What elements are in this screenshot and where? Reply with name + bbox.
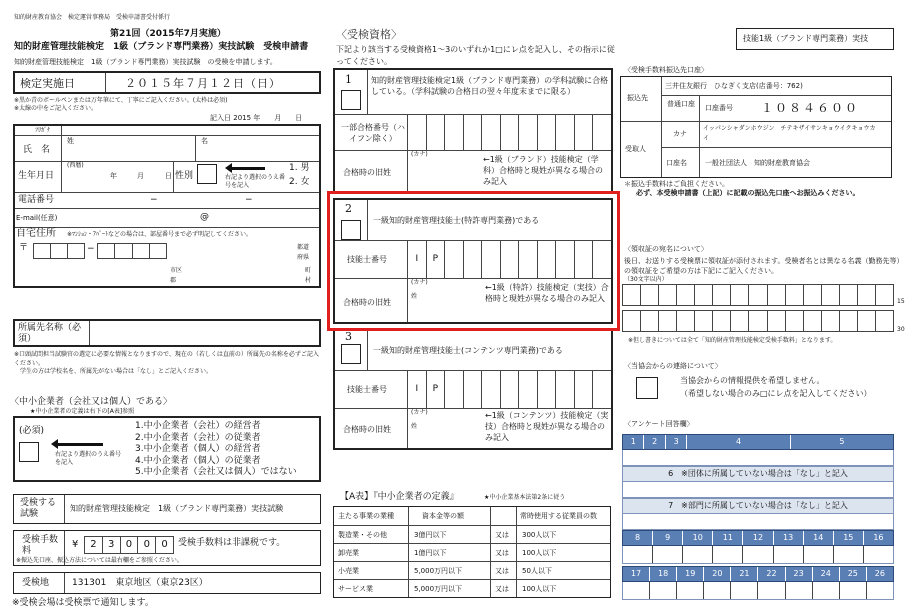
address-label: 自宅住所 [16, 228, 56, 239]
table-cell: 3億円以下 [414, 531, 447, 539]
fee-note-2: ※振込先口座、振込方法については最右欄をご参照ください。 [16, 557, 183, 564]
qual-1-pass-label: 一部合格番号（ハイフン除く） [341, 123, 405, 143]
gender-male: 1. 男 [289, 163, 310, 173]
affiliation-box [13, 319, 321, 347]
contact-checkbox[interactable] [636, 377, 658, 399]
phone-dash-2: − [245, 195, 253, 205]
receipt-row-1[interactable] [622, 284, 894, 306]
qual-3-name-label: 合格時の旧姓 [343, 425, 391, 434]
town-label: 町村 [305, 267, 312, 284]
qual-1-kana: (カナ) [411, 151, 428, 158]
bank-kana: イッパンシャダンホウジン チテキザイサンキョウイクキョウカイ [703, 125, 876, 142]
qual-1-pass-field[interactable] [407, 114, 611, 150]
qual-1-box [333, 68, 613, 194]
table-cell: 50人以下 [522, 567, 552, 575]
bank-holder-label: 口座名 [666, 159, 687, 167]
survey-title: 〈アンケート回答欄〉 [624, 420, 694, 428]
survey-answer-7[interactable] [622, 514, 894, 530]
survey-num: 11 [712, 531, 742, 545]
postal-code-2[interactable] [97, 243, 167, 259]
survey-num: 13 [773, 531, 803, 545]
birth-label: 生年月日 [18, 171, 55, 181]
qual-2-name-note: ←1級（特許）技能検定（実技）合格時と現姓が異なる場合のみ記入 [485, 283, 609, 303]
survey-num: 16 [863, 531, 893, 545]
qual-2-text: 一級知的財産管理技能士(特許専門業務)である [373, 216, 540, 225]
fee-digit: 2 [90, 539, 97, 550]
receipt-limit: （30文字以内） [624, 276, 668, 283]
bank-table [620, 76, 892, 178]
survey-num: 19 [676, 567, 703, 581]
table-cell: 100人以下 [522, 549, 557, 557]
note-top-1: ※黒か青のボールペンまたは万年筆にて、丁寧にご記入ください。(太枠は必須) [14, 97, 228, 104]
given-label: 名 [201, 137, 208, 145]
survey-num: 14 [803, 531, 833, 545]
table-cell: 卸売業 [338, 549, 359, 557]
table-cell: 又は [495, 549, 509, 557]
receipt-text: 後日、お送りする受検票に領収証が添付されます。受検者名とは異なる名義（勤務先等）の領収証をご希望の方は下記にご記入ください。 [624, 257, 900, 275]
sme-options [135, 421, 297, 479]
fee-digit: 0 [155, 537, 173, 553]
table-header: 資本金等の額 [422, 512, 464, 520]
furigana-label: ﾌﾘｶﾞﾅ [35, 127, 51, 134]
qual-1-checkbox[interactable] [341, 90, 361, 110]
birth-day-label: 日 [165, 172, 172, 180]
header-intro: 知的財産管理技能検定 1級（ブランド専門業務）実技試験 の受検を申請します。 [14, 58, 277, 66]
venue-label: 受検地 [22, 578, 50, 588]
qual-1-name-field[interactable] [411, 160, 481, 188]
survey-num: 1 [630, 437, 636, 446]
venue-row [13, 572, 321, 594]
survey-num: 18 [649, 567, 676, 581]
venue-note: ※受検会場は受検票で通知します。 [12, 598, 154, 608]
entry-date-label: 記入日 [210, 114, 231, 122]
survey-num: 4 [686, 435, 789, 449]
fee-digit: 3 [102, 537, 120, 553]
table-cell: 5,000万円以下 [414, 567, 463, 575]
bank-dest-label: 振込先 [627, 94, 648, 102]
table-header: 常時使用する従業員の数 [520, 512, 597, 520]
gender-female: 2. 女 [289, 177, 310, 187]
affiliation-note: ※口頭試問担当試験官の選定に必要な情報となりますので、現在の（若しくは直前の）所属先の名称を必ずご記入ください。 [14, 351, 319, 367]
sme-subtitle: ★中小企業者の定義は右下の[A表]参照 [30, 408, 135, 415]
bank-note-1: ＊振込手数料はご負担ください。 [624, 180, 729, 188]
fee-digit: 0 [137, 537, 155, 553]
survey-num: 2 [643, 435, 664, 449]
affiliation-note-3: 学生の方は学校名を、所属先がない場合は「なし」とご記入ください。 [20, 368, 213, 375]
exam-date-box [13, 71, 321, 94]
receipt-row-2[interactable] [622, 310, 894, 332]
license-prefix: P [426, 240, 445, 278]
table-a [333, 506, 611, 598]
table-cell: 小売業 [338, 567, 359, 575]
survey-num: 8 [635, 533, 641, 542]
qual-3-checkbox[interactable] [341, 344, 361, 364]
table-cell: 100人以下 [522, 585, 557, 593]
arrow-left-icon [231, 167, 265, 170]
qual-2-sei: 姓 [411, 293, 418, 300]
quals-title: 〈受検資格〉 [336, 28, 402, 41]
fee-row [13, 530, 321, 566]
survey-num: 22 [757, 567, 784, 581]
postal-mark: 〒 [19, 243, 29, 253]
contact-text: 当協会からの情報提供を希望しません。 [680, 376, 825, 385]
affiliation-field[interactable] [93, 324, 317, 342]
phone-dash-1: − [150, 195, 158, 205]
sme-title: 〈中小企業者（会社又は個人）である〉 [10, 397, 173, 407]
receipt-count-15: 15 [897, 298, 905, 305]
table-cell: 製造業・その他 [338, 531, 387, 539]
entry-date-month: 月 [274, 114, 282, 122]
table-a-title: 【A表】『中小企業者の定義』 [340, 492, 459, 502]
table-cell: 5,000万円以下 [414, 585, 463, 593]
sme-option: 1.中小企業者（会社）の経営者 [135, 421, 261, 431]
receipt-count-30: 30 [897, 326, 905, 333]
sme-input[interactable] [19, 442, 39, 462]
contact-text-2: （希望しない場合のみ□にレ点を記入してください） [680, 389, 872, 398]
bank-name: 三井住友銀行 ひなぎく支店(店番号：762) [665, 82, 803, 90]
exam-date-value: ２０１５年７月１２日（日） [125, 77, 281, 90]
address-note: ※ﾏﾝｼｮﾝ・ｱﾊﾟｰﾄなどの場合は、部屋番号まで必ず明記してください。 [67, 231, 253, 238]
note-top-2: ※太線の中をご記入ください。 [14, 105, 98, 112]
fee-digit: 0 [120, 537, 138, 553]
qual-2-license-label: 技能士番号 [347, 255, 387, 264]
survey-num: 23 [785, 567, 812, 581]
qual-3-num: 3 [345, 330, 352, 343]
bank-acct-label: 口座番号 [705, 104, 733, 112]
table-cell: 300人以下 [522, 531, 557, 539]
survey-num: 10 [682, 531, 712, 545]
survey-num: 12 [742, 531, 772, 545]
entry-date-year: 2015 年 [233, 114, 261, 122]
arrow-left-icon [57, 443, 103, 446]
bank-type: 普通口座 [667, 100, 695, 108]
survey-row-8 [622, 530, 894, 546]
sme-option: 3.中小企業者（個人）の経営者 [135, 444, 261, 454]
venue-value: 131301 東京地区（東京23区） [72, 578, 208, 588]
survey-answer-17[interactable] [622, 582, 894, 600]
birth-year-label: 年 [110, 172, 117, 180]
surname-field[interactable] [65, 148, 191, 160]
sme-option: 5.中小企業者（会社又は個人）ではない [135, 467, 297, 477]
qual-1-text: 知的財産管理技能検定1級（ブランド専門業務）の学科試験に合格している。（学科試験の合格日の翌々年度末までに限る） [371, 76, 609, 96]
qual-1-num: 1 [345, 73, 352, 86]
gender-input[interactable] [197, 164, 217, 184]
qual-1-name-label: 合格時の旧姓 [343, 168, 391, 177]
qual-3-license-label: 技能士番号 [347, 385, 387, 394]
survey-num: 26 [866, 567, 893, 581]
survey-row-1 [622, 434, 894, 450]
table-cell: 1億円以下 [414, 549, 447, 557]
bank-title: 〈受検手数料振込先口座〉 [624, 66, 708, 74]
receipt-note: ※但し書きについては全て「知的財産管理技能検定受検手数料」となります。 [628, 337, 837, 344]
email-field[interactable] [65, 210, 315, 226]
level-badge [736, 28, 894, 50]
level-badge-text: 技能1級（ブランド専門業務）実技 [743, 34, 869, 43]
table-cell: 又は [495, 531, 509, 539]
entry-date-day: 日 [295, 114, 303, 122]
name-label: 氏 名 [23, 145, 51, 155]
applicant-block [13, 124, 321, 288]
survey-bar-7: 7 ※部門に所属していない場合は「なし」と記入 [622, 498, 894, 514]
table-a-subtitle: ★中小企業基本法第2条に従う [484, 494, 566, 501]
survey-num: 5 [790, 435, 893, 449]
license-prefix: I [407, 240, 426, 278]
survey-row-17 [622, 566, 894, 582]
fee-note: 受検手数料は非課税です。 [178, 538, 286, 548]
survey-num: 20 [703, 567, 730, 581]
bank-note-2: 必ず、本受検申請書（上記）に記載の振込先口座へお振込みください。 [636, 189, 860, 197]
exam-row-value: 知的財産管理技能検定 1級（ブランド専門業務）実技試験 [70, 504, 284, 513]
birth-month-label: 月 [137, 172, 144, 180]
exam-row [13, 494, 321, 524]
sme-box [13, 416, 321, 482]
table-cell: 又は [495, 585, 509, 593]
qual-3-text: 一級知的財産管理技能士(コンテンツ専門業務)である [373, 346, 563, 355]
survey-num: 25 [839, 567, 866, 581]
prefecture-label: 都道府県 [297, 244, 310, 261]
header-title: 知的財産管理技能検定 1級（ブランド専門業務）実技試験 受検申請書 [14, 42, 309, 52]
license-prefix: P [426, 370, 445, 408]
sme-option: 2.中小企業者（会社）の従業者 [135, 432, 261, 443]
sme-hint: 右記より選択のうえ番号を記入 [55, 451, 122, 466]
exam-row-label: 受検する試験 [20, 498, 57, 519]
gender-hint: 右記より選択のうえ番号を記入 [225, 174, 286, 189]
survey-num: 9 [652, 531, 682, 545]
survey-answer-8[interactable] [622, 546, 894, 564]
surname-label: 姓 [67, 137, 74, 145]
sme-option: 4.中小企業者（個人）の従業者 [135, 455, 261, 466]
survey-num: 17 [630, 569, 642, 578]
qual-1-name-note: ←1級（ブランド）技能検定（学科）合格時と現姓が異なる場合のみ記入 [483, 155, 603, 186]
qual-3-name-note: ←1級（コンテンツ）技能検定（実技）合格時と現姓が異なる場合のみ記入 [485, 411, 609, 442]
receipt-title: 〈領収証の宛名について〉 [624, 245, 708, 253]
city-label: 市区郡 [170, 267, 183, 284]
survey-answer-1[interactable] [622, 450, 894, 466]
qual-3-kana: (カナ) [411, 409, 428, 416]
exam-date-label: 検定実施日 [20, 77, 75, 90]
phone-label: 電話番号 [18, 195, 55, 205]
table-cell: サービス業 [338, 585, 373, 593]
license-prefix: I [407, 370, 426, 408]
era-label: (西暦) [67, 162, 84, 169]
qual-2-kana: (カナ) [411, 279, 428, 286]
survey-num: 3 [665, 435, 686, 449]
postal-dash: − [87, 244, 95, 254]
survey-num: 21 [730, 567, 757, 581]
entry-date [210, 114, 302, 123]
table-header: 主たる事業の業種 [338, 512, 394, 520]
bank-holder: 一般社団法人 知的財産教育協会 [705, 159, 810, 167]
qual-2-name-label: 合格時の旧姓 [343, 298, 391, 307]
bank-acct-number: １０８４６００ [761, 101, 860, 115]
qual-3-sei: 姓 [411, 423, 418, 430]
given-field[interactable] [200, 148, 316, 160]
email-at: @ [200, 212, 209, 222]
survey-bar-6: 6 ※団体に所属していない場合は「なし」と記入 [622, 466, 894, 482]
header-org: 知的財産教育協会 検定運営事務局 受検申請書受付係行 [14, 14, 171, 21]
email-label: E-mail(任意) [16, 214, 58, 222]
bank-payee-label: 受取人 [625, 145, 646, 153]
highlight-frame [327, 191, 620, 331]
postal-code-1[interactable] [33, 243, 85, 259]
phone-field[interactable] [65, 194, 315, 208]
bank-kana-label: カナ [673, 130, 687, 138]
survey-answer-6[interactable] [622, 482, 894, 498]
contact-title: 〈当協会からの連絡について〉 [624, 362, 722, 370]
header-round: 第21回（2015年7月実施） [110, 29, 226, 39]
qual-3-name-field[interactable] [411, 418, 481, 444]
fee-digits [84, 536, 174, 554]
survey-num: 15 [833, 531, 863, 545]
fee-currency: ¥ [72, 539, 79, 550]
survey-num: 24 [812, 567, 839, 581]
quals-instruction: 下記より該当する受検資格1〜3のいずれか1□にレ点を記入し、その指示に従ってください。 [336, 45, 615, 66]
sme-required: (必須) [19, 426, 45, 436]
gender-label: 性別 [175, 171, 194, 181]
fee-label: 受検手数料 [22, 535, 59, 556]
affiliation-label: 所属先名称（必須） [18, 323, 82, 344]
table-cell: 又は [495, 567, 509, 575]
qual-2-num: 2 [345, 202, 352, 215]
qual-3-license-field[interactable] [407, 370, 611, 408]
qual-3-box [333, 328, 613, 450]
